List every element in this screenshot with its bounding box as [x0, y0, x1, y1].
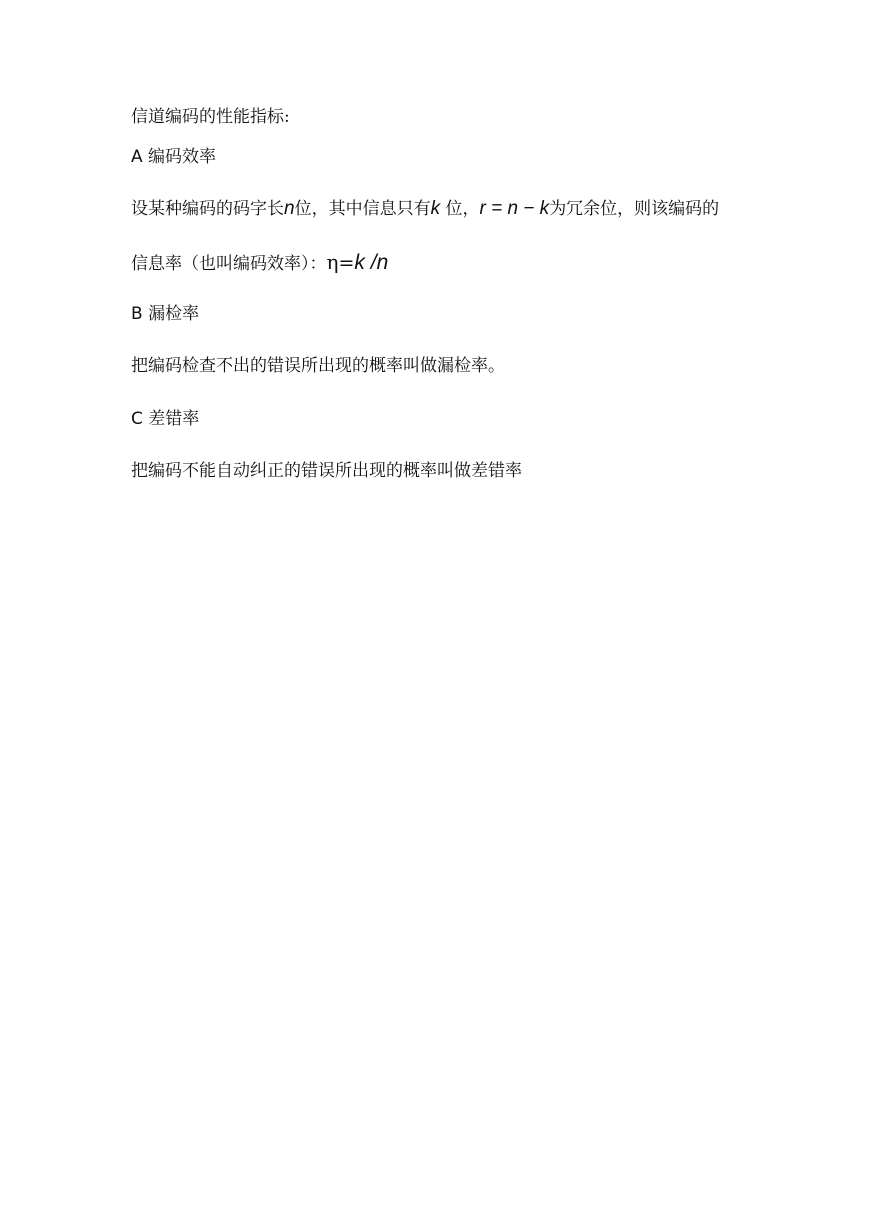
section-c-text: 把编码不能自动纠正的错误所出现的概率叫做差错率 [131, 461, 522, 481]
eta-symbol: η [326, 250, 339, 274]
section-b-title: B 漏检率 [131, 304, 200, 324]
section-a-paragraph-line2 [131, 251, 388, 275]
document-heading: 信道编码的性能指标: [131, 107, 290, 127]
text-segment: 信息率（也叫编码效率）： [131, 254, 327, 274]
text-segment: 为冗余位，则该编码的 [549, 199, 720, 219]
variable-k: k [430, 198, 441, 219]
redundancy-formula: r = n − k [479, 198, 550, 219]
text-segment: 位， [440, 199, 480, 219]
equals-sign: = [338, 252, 355, 274]
section-a-title: A 编码效率 [131, 147, 217, 167]
efficiency-ratio: k /n [354, 251, 389, 274]
text-segment: 位，其中信息只有 [294, 199, 431, 219]
variable-n: n [284, 198, 295, 219]
text-segment: 设某种编码的码字长 [131, 199, 284, 219]
section-a-paragraph-line1 [131, 198, 719, 220]
section-b-text: 把编码检查不出的错误所出现的概率叫做漏检率。 [131, 356, 505, 376]
section-c-title: C 差错率 [131, 409, 200, 429]
